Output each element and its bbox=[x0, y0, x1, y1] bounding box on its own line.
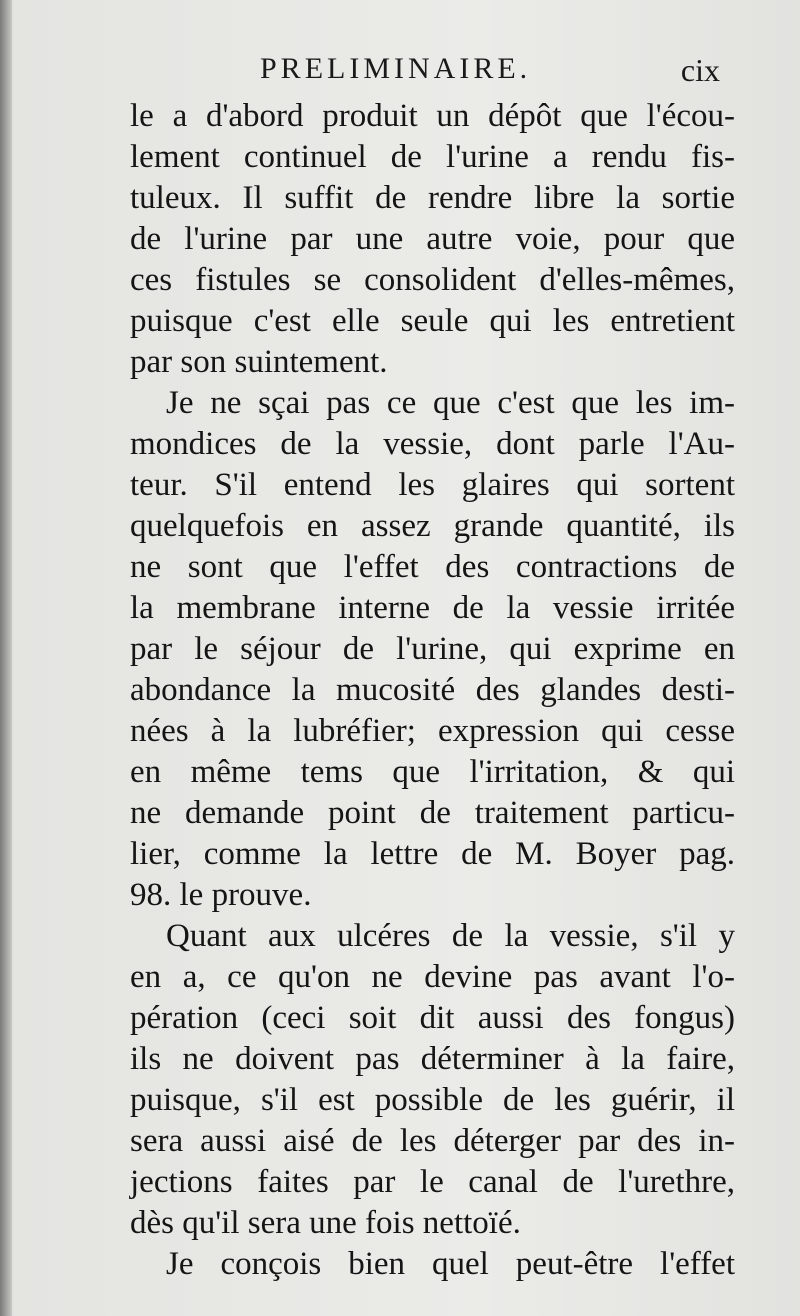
text-line: par le séjour de l'urine, qui exprime en bbox=[130, 631, 735, 667]
page-header bbox=[132, 52, 732, 98]
text-line: de l'urine par une autre voie, pour que bbox=[130, 221, 735, 257]
text-line: en même tems que l'irritation, & qui bbox=[130, 754, 735, 790]
text-line: nées à la lubréfier; expression qui cesse bbox=[130, 713, 735, 749]
text-line: puisque c'est elle seule qui les entretient bbox=[130, 303, 735, 339]
text-line: le a d'abord produit un dépôt que l'écou- bbox=[130, 98, 735, 134]
text-line: teur. S'il entend les glaires qui sortent bbox=[130, 467, 735, 503]
page-gutter bbox=[0, 0, 12, 1316]
text-line: quelquefois en assez grande quantité, ils bbox=[130, 508, 735, 544]
page-number: cix bbox=[680, 52, 720, 88]
text-line: la membrane interne de la vessie irritée bbox=[130, 590, 735, 626]
text-line: dès qu'il sera une fois nettoïé. bbox=[130, 1205, 521, 1241]
text-line: ils ne doivent pas déterminer à la faire, bbox=[130, 1041, 735, 1077]
text-line: tuleux. Il suffit de rendre libre la sortie bbox=[130, 180, 735, 216]
text-line: abondance la mucosité des glandes desti- bbox=[130, 672, 735, 708]
text-line: Quant aux ulcéres de la vessie, s'il y bbox=[166, 918, 735, 954]
text-line: lement continuel de l'urine a rendu fis- bbox=[130, 139, 735, 175]
text-line: 98. le prouve. bbox=[130, 877, 312, 913]
text-line: Je ne sçai pas ce que c'est que les im- bbox=[166, 385, 735, 421]
text-line: par son suintement. bbox=[130, 344, 388, 380]
text-line: puisque, s'il est possible de les guérir, il bbox=[130, 1082, 735, 1118]
text-line: ces fistules se consolident d'elles-mêmes, bbox=[130, 262, 735, 298]
text-line: mondices de la vessie, dont parle l'Au- bbox=[130, 426, 735, 462]
text-line: ne sont que l'effet des contractions de bbox=[130, 549, 735, 585]
body-text bbox=[130, 96, 735, 1285]
text-line: pération (ceci soit dit aussi des fongus) bbox=[130, 1000, 735, 1036]
text-line: jections faites par le canal de l'urethre, bbox=[130, 1164, 735, 1200]
running-title: PRELIMINAIRE. bbox=[260, 52, 532, 85]
text-line: lier, comme la lettre de M. Boyer pag. bbox=[130, 836, 735, 872]
text-line: Je conçois bien quel peut-être l'effet bbox=[166, 1246, 735, 1282]
text-line: en a, ce qu'on ne devine pas avant l'o- bbox=[130, 959, 735, 995]
text-line: ne demande point de traitement particu- bbox=[130, 795, 735, 831]
text-line: sera aussi aisé de les déterger par des in- bbox=[130, 1123, 735, 1159]
